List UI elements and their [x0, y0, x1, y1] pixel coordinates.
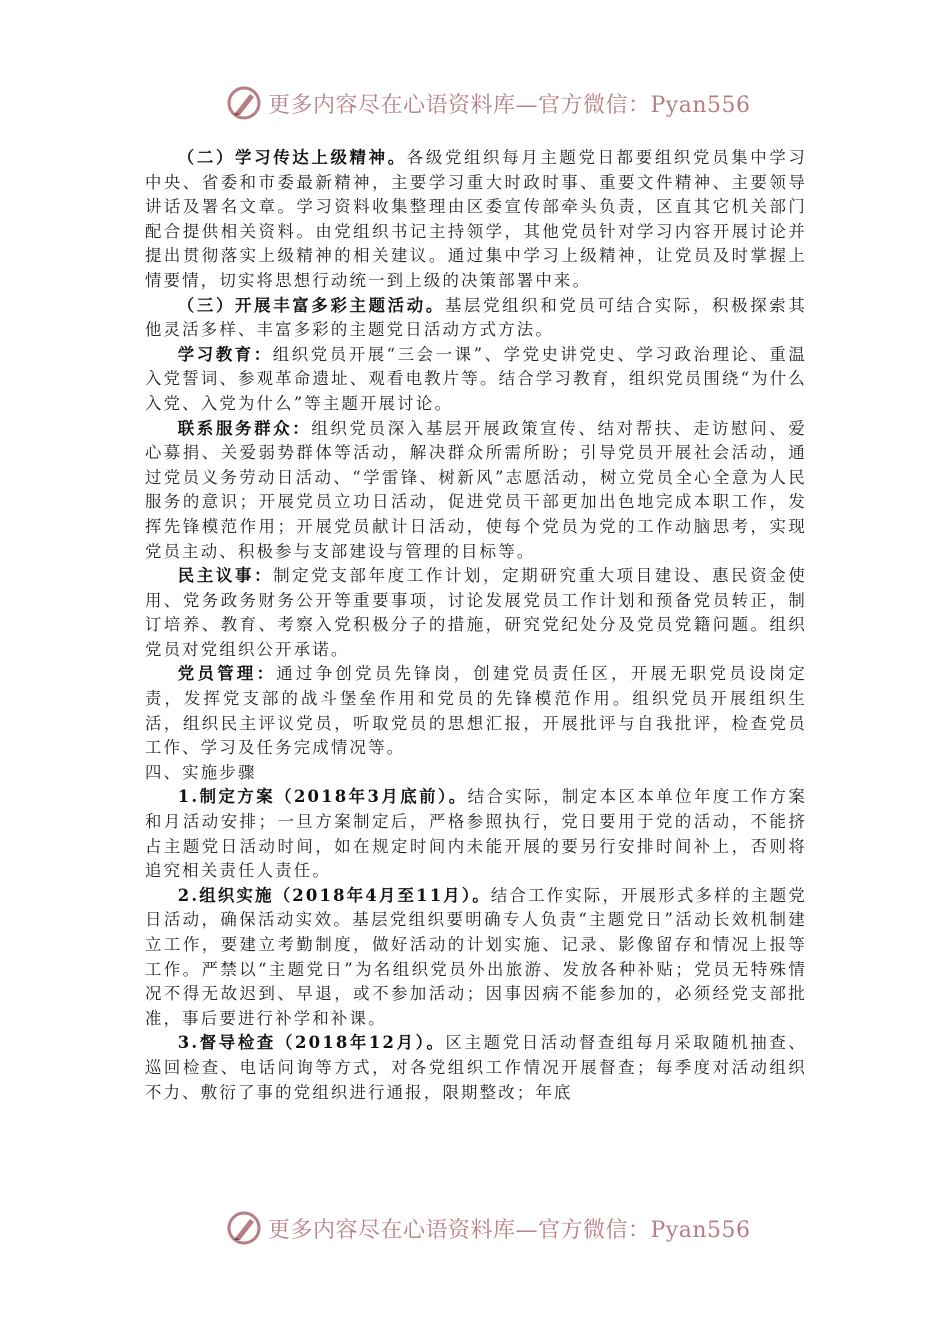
- footer-banner: [226, 1208, 751, 1248]
- paragraph-lead: 民主议事：: [177, 566, 274, 586]
- paragraph-lead: 联系服务群众：: [177, 418, 312, 438]
- paragraph-step-inspect: [145, 1031, 807, 1105]
- paragraph-step-plan: [145, 785, 807, 883]
- paragraph-lead: 2.组织实施（2018年4月至11月）。: [177, 885, 491, 905]
- header-banner-text: 更多内容尽在心语资料库—官方微信：Pyan556: [268, 92, 751, 118]
- document-body: [145, 146, 807, 1105]
- footer-banner-text: 更多内容尽在心语资料库—官方微信：Pyan556: [268, 1217, 751, 1243]
- paragraph-text: 组织党员开展“三会一课”、学党史讲党史、学习政治理论、重温入党誓词、参观革命遗址、观看电教片等。结合学习教育，组织党员围绕“为什么入党、入党为什么”等主题开展讨论。: [145, 344, 808, 413]
- paragraph-lead: （三）开展丰富多彩主题活动。: [177, 295, 445, 315]
- header-banner: [226, 83, 751, 123]
- paragraph-themed-activities: [145, 294, 807, 343]
- pen-logo-icon: [226, 1210, 262, 1246]
- paragraph-text: 制定党支部年度工作计划，定期研究重大项目建设、惠民资金使用、党务政务财务公开等重要事项，讨论发展党员工作计划和预备党员转正，制订培养、教育、考察入党积极分子的措施，研究党纪处分及党员党籍问题。组织党员对党组织公开承诺。: [145, 566, 808, 659]
- paragraph-lead: 1.制定方案（2018年3月底前）。: [177, 787, 468, 807]
- paragraph-lead: 党员管理：: [177, 664, 277, 684]
- pen-logo-icon: [226, 85, 262, 121]
- paragraph-text: 基层党组织和党员可结合实际，积极探索其他灵活多样、丰富多彩的主题党日活动方式方法。: [145, 295, 807, 340]
- paragraph-lead: 学习教育：: [177, 344, 273, 364]
- paragraph-lead: 3.督导检查（2018年12月）。: [177, 1033, 446, 1053]
- section-heading: 四、实施步骤: [145, 762, 257, 782]
- paragraph-member-management: [145, 662, 807, 760]
- paragraph-text: 各级党组织每月主题党日都要组织党员集中学习中央、省委和市委最新精神，主要学习重大时政时事、重要文件精神、主要领导讲话及署名文章。学习资料收集整理由区委宣传部牵头负责，区直其它机关部门配合提供相关资料。由党组织书记主持领学，其他党员针对学习内容开展讨论并提出贯彻落实上级精神的相关建议。通过集中学习上级精神，让党员及时掌握上情要情，切实将思想行动统一到上级的决策部署中来。: [145, 148, 807, 290]
- paragraph-serve-masses: [145, 417, 807, 565]
- paragraph-democratic-affairs: [145, 564, 807, 662]
- paragraph-text: 区主题党日活动督查组每月采取随机抽查、巡回检查、电话问询等方式，对各党组织工作情况开展督查；每季度对活动组织不力、敷衍了事的党组织进行通报，限期整改；年底: [145, 1033, 807, 1102]
- paragraph-lead: （二）学习传达上级精神。: [177, 148, 407, 167]
- paragraph-step-implement: [145, 884, 807, 1032]
- paragraph-text: 结合实际，制定本区本单位年度工作方案和月活动安排；一旦方案制定后，严格参照执行，党日要用于党的活动，不能挤占主题党日活动时间，如在规定时间内未能开展的要另行安排时间补上，否则将追究相关责任人责任。: [145, 787, 807, 881]
- paragraph-text: 组织党员深入基层开展政策宣传、结对帮扶、走访慰问、爱心募捐、关爱弱势群体等活动，解决群众所需所盼；引导党员开展社会活动，通过党员义务劳动日活动、“学雷锋、树新风”志愿活动，树立党员全心全意为人民服务的意识；开展党员立功日活动，促进党员干部更加出色地完成本职工作，发挥先锋模范作用；开展党员献计日活动，使每个党员为党的工作动脑思考，实现党员主动、积极参与支部建设与管理的目标等。: [145, 418, 807, 561]
- paragraph-study-spirit: [145, 146, 807, 294]
- paragraph-text: 结合工作实际，开展形式多样的主题党日活动，确保活动实效。基层党组织要明确专人负责“主题党日”活动长效机制建立工作，要建立考勤制度，做好活动的计划实施、记录、影像留存和情况上报等工作。严禁以“主题党日”为名组织党员外出旅游、发放各种补贴；党员无特殊情况不得无故迟到、早退，或不参加活动；因事因病不能参加的，必须经党支部批准，事后要进行补学和补课。: [145, 885, 807, 1028]
- paragraph-study-education: [145, 343, 807, 417]
- paragraph-text: 通过争创党员先锋岗，创建党员责任区，开展无职党员设岗定责，发挥党支部的战斗堡垒作用和党员的先锋模范作用。组织党员开展组织生活，组织民主评议党员，听取党员的思想汇报，开展批评与自我批评，检查党员工作、学习及任务完成情况等。: [145, 664, 808, 758]
